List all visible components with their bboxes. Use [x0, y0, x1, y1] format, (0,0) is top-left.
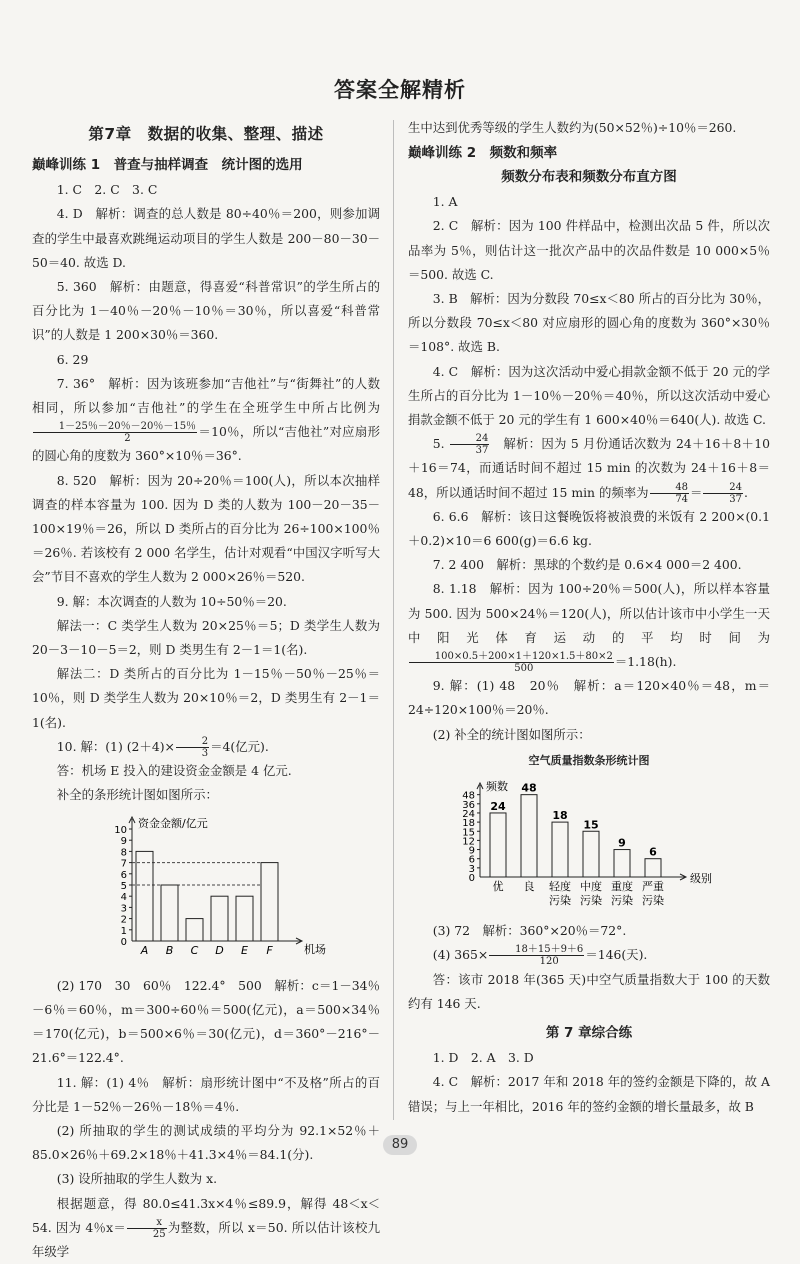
answer-9: 9. 解：(1) 48 20％ 解析：a＝120×40％＝48，m＝24÷120×100％＝20％. [408, 678, 770, 718]
bar [552, 822, 568, 877]
section-title: 第 7 章综合练 [545, 1025, 633, 1042]
answer-7-text-b: ＝10％，所以“吉他社”对应扇形的圆心角的度数为 360°×10％＝36°. [32, 424, 380, 464]
y-tick-label: 4 [120, 892, 127, 904]
bar-value-label: 15 [583, 818, 599, 832]
answer-8-text-b: ＝1.18(h). [614, 654, 677, 670]
section-title: 巅峰训练 1 普查与抽样调查 统计图的选用 [32, 157, 303, 174]
bar-D [211, 897, 228, 942]
x-tick-label: B [165, 944, 174, 958]
x-tick-label-line2: 污染 [549, 894, 571, 908]
fraction [176, 736, 209, 759]
answer-4: 4. D 解析：调查的总人数是 80÷40％＝200，则参加调查的学生中最喜欢跳绳运动项目的学生人数是 200－80－30－50＝40. 故选 D. [32, 206, 380, 270]
answer-6: 6. 29 [56, 351, 89, 367]
answer-9-text-a: (4) 365× [432, 947, 489, 963]
fraction-numerator: 1－25％－20％－20％－15％ [33, 421, 197, 433]
y-tick-label: 48 [462, 790, 475, 802]
y-tick-label: 18 [462, 818, 475, 830]
fraction-numerator: 2 [176, 736, 209, 748]
y-tick-label: 5 [120, 881, 127, 893]
bar-C [186, 919, 203, 941]
y-tick-label: 9 [468, 845, 475, 857]
bar [645, 859, 661, 877]
answer-9-part-2: (2) 补全的统计图如图所示： [432, 726, 591, 742]
page-title: 答案全解精析 [334, 78, 466, 102]
fraction-numerator: 100×0.5＋200×1＋120×1.5＋80×2 [409, 651, 614, 663]
answer-7: 7. 2 400 解析：黑球的个数约是 0.6×4 000＝2 400. [432, 557, 742, 573]
answer-6: 6. 6.6 解析：该日这餐晚饭将被浪费的米饭有 2 200×(0.1＋0.2)×10＝6 600(g)＝6.6 kg. [408, 508, 770, 549]
x-tick-label-line2: 污染 [611, 894, 633, 908]
y-tick-label: 15 [462, 827, 475, 839]
chart-air-quality-title: 空气质量指数条形统计图 [528, 753, 650, 767]
chart-air-quality [408, 777, 770, 915]
review-answers-1-3: 1. D 2. A 3. D [432, 1050, 534, 1066]
answer-7 [32, 372, 380, 469]
fraction-numerator: x [127, 1217, 167, 1229]
bar [583, 831, 599, 877]
fraction [450, 433, 490, 456]
x-tick-label: 优 [492, 880, 504, 894]
bar-B [161, 885, 178, 941]
x-tick-label: A [140, 944, 149, 958]
answer-5-text: 解析：因为 5 月份通话次数为 24＋16＋8＋10＋16＝74，而通话时间不超过 15 min 的次数为 24＋16＋8＝48，所以通话时间不超过 15 min 的频率为 [408, 436, 770, 500]
bar [490, 813, 506, 877]
x-tick-label: 中度 [580, 880, 602, 894]
x-tick-label-line2: 污染 [580, 894, 602, 908]
chart-investment [32, 811, 380, 969]
answer-11-text-b: 为整数，所以 x＝50. 所以估计该校九年级学 [32, 1219, 380, 1259]
y-tick-label: 6 [120, 870, 127, 882]
bar-A [136, 852, 153, 942]
answer-5: 5. 360 解析：由题意，得喜爱“科普常识”的学生所占的百分比为 1－40％－20％－10％＝30％，所以喜爱“科普常识”的人数是 1 200×30％＝360. [32, 279, 380, 343]
period: . [743, 484, 748, 500]
answer-9-part-4 [408, 943, 770, 967]
x-axis-label: 机场 [304, 943, 326, 957]
answer-11-part-3: (3) 设所抽取的学生人数为 x. [56, 1171, 218, 1187]
answer-9-method-1: 解法一：C 类学生人数为 20×25％＝5；D 类学生人数为 20－3－10－5＝2，则 D 类男生有 2－1＝1(名). [32, 617, 380, 658]
fraction-denominator: 25 [152, 1228, 166, 1240]
right-column [408, 116, 770, 1119]
fraction [33, 421, 197, 444]
section-subtitle: 频数分布表和频数分布直方图 [501, 169, 677, 186]
chart-air-quality-svg [408, 777, 770, 907]
y-tick-label: 6 [468, 854, 475, 866]
answer-10-figure-caption: 补全的条形统计图如图所示： [56, 787, 218, 803]
bar-value-label: 6 [649, 845, 657, 859]
y-axis-label: 资金金额/亿元 [138, 817, 208, 831]
answer-11-part-2: (2) 所抽取的学生的测试成绩的平均分为 92.1×52％＋85.0×26％＋69.2×18％＋41.3×4％＝84.1(分). [32, 1122, 380, 1163]
x-tick-label: C [190, 944, 199, 958]
continued-text: 生中达到优秀等级的学生人数约为(50×52％)÷10％＝260. [408, 120, 737, 135]
fraction-numerator: 24 [703, 482, 743, 494]
answer-5 [408, 432, 770, 505]
y-tick-label: 1 [120, 926, 127, 938]
y-tick-label: 12 [462, 836, 475, 848]
answer-10-conclusion: 答：机场 E 投入的建设资金金额是 4 亿元. [56, 763, 292, 779]
x-tick-label-line2: 污染 [642, 894, 664, 908]
answer-8: 8. 520 解析：因为 20÷20％＝100(人)，所以本次抽样调查的样本容量为 100. 因为 D 类的人数为 100－20－35－100×19％＝26，所以 D 类所占的百分比为 26÷100×100％＝26％. 若该校有 2 000 名学生，估计对观看“中国汉字听写大会”节目不喜欢的学生人数为 2 000×26％＝520. [32, 472, 380, 585]
y-tick-label: 8 [120, 847, 127, 859]
bar-value-label: 48 [521, 781, 537, 795]
bar-value-label: 9 [618, 836, 626, 850]
x-tick-label: 良 [523, 880, 535, 894]
x-tick-label: D [215, 944, 224, 958]
bar-value-label: 18 [552, 809, 568, 823]
fraction [409, 651, 614, 674]
left-column [32, 116, 380, 1264]
y-tick-label: 3 [468, 863, 475, 875]
equals-sign: ＝ [690, 484, 703, 500]
answer-11-part-4 [32, 1192, 380, 1264]
fraction [650, 482, 690, 505]
y-tick-label: 7 [120, 859, 127, 871]
fraction-numerator: 24 [450, 433, 490, 445]
x-tick-label: 严重 [642, 880, 664, 894]
fraction-denominator: 74 [675, 493, 689, 505]
y-tick-label: 3 [120, 903, 127, 915]
y-tick-label: 10 [114, 825, 127, 837]
section-title: 巅峰训练 2 频数和频率 [408, 145, 558, 162]
bar [521, 795, 537, 877]
answer-3: 3. B 解析：因为分数段 70≤x＜80 所占的百分比为 30％，所以分数段 70≤x＜80 对应扇形的圆心角的度数为 360°×30％＝108°. 故选 B. [408, 291, 770, 355]
page-number: 89 [383, 1135, 417, 1155]
answer-10-text-b: ＝4(亿元). [210, 738, 269, 754]
x-tick-label: 重度 [611, 880, 633, 894]
column-divider [393, 120, 394, 1120]
answer-1: 1. A [432, 194, 458, 210]
y-tick-label: 9 [120, 836, 127, 848]
y-tick-label: 36 [462, 799, 475, 811]
bar-F [261, 863, 278, 941]
answer-8-text-a: 8. 1.18 解析：因为 100÷20％＝500(人)，所以样本容量为 500. 因为 500×24％＝120(人)，所以估计该市中小学生一天中阳光体育运动的平均时间为 [408, 581, 770, 645]
answer-4: 4. C 解析：因为这次活动中爱心捐款金额不低于 20 元的学生所占的百分比为 1－10％－20％＝40％，所以这次活动中爱心捐款金额不低于 20 元的学生有 1 600×40％＝640(人). 故选 C. [408, 363, 770, 428]
x-tick-label: E [241, 944, 248, 958]
y-tick-label: 0 [468, 873, 475, 885]
answer-2: 2. C 解析：因为 100 件样品中，检测出次品 5 件，所以次品率为 5％，则估计这一批次产品中的次品件数是 10 000×5％＝500. 故选 C. [408, 218, 770, 282]
x-tick-label: 轻度 [549, 880, 571, 894]
fraction-denominator: 3 [201, 747, 209, 759]
fraction-denominator: 37 [729, 493, 742, 505]
fraction-numerator: 18＋15＋9＋6 [489, 944, 584, 956]
fraction-denominator: 120 [539, 956, 559, 968]
answer-9-method-2: 解法二：D 类所占的百分比为 1－15％－50％－25％＝10％，则 D 类学生人数为 20×10％＝2，D 类男生有 2－1＝1(名). [32, 666, 380, 730]
answer-10 [32, 735, 380, 759]
fraction-numerator: 48 [650, 482, 690, 494]
bar-E [236, 897, 253, 942]
bar-value-label: 24 [490, 800, 506, 814]
fraction [703, 482, 743, 505]
y-tick-label-0: 0 [120, 937, 127, 949]
fraction-denominator: 37 [475, 445, 489, 457]
answer-9-conclusion: 答：该市 2018 年(365 天)中空气质量指数大于 100 的天数约有 146 天. [408, 971, 770, 1011]
answer-8 [408, 577, 770, 674]
answer-5-lead: 5. [432, 436, 445, 452]
y-tick-label: 2 [120, 915, 127, 927]
fraction-denominator: 2 [124, 433, 131, 445]
answer-9-part-3: (3) 72 解析：360°×20％＝72°. [432, 923, 627, 939]
fraction [489, 944, 584, 967]
y-axis-label: 频数 [486, 780, 508, 794]
fraction-denominator: 500 [514, 663, 534, 675]
bar [614, 850, 630, 877]
answer-10-text-a: 10. 解：(1) (2＋4)× [56, 738, 175, 754]
answer-9-text-b: ＝146(天). [585, 947, 648, 963]
answer-9: 9. 解：本次调查的人数为 10÷50％＝20. [56, 593, 287, 609]
fraction [127, 1217, 167, 1240]
review-answer-4: 4. C 解析：2017 年和 2018 年的签约金额是下降的，故 A 错误；与上一年相比，2016 年的签约金额的增长量最多，故 B [408, 1074, 770, 1114]
y-tick-label: 24 [462, 809, 475, 821]
chart-investment-svg [32, 811, 380, 961]
x-tick-label: F [266, 944, 273, 958]
answer-1-3: 1. C 2. C 3. C [56, 182, 158, 198]
answer-11-text-a: 根据题意，得 80.0≤41.3x×4％≤89.9，解得 48＜x＜54. 因为 4％x＝ [32, 1195, 380, 1235]
chapter-title: 第7章 数据的收集、整理、描述 [88, 125, 324, 143]
answer-11: 11. 解：(1) 4％ 解析：扇形统计图中“不及格”所占的百分比是 1－52％－26％－18％＝4％. [32, 1074, 380, 1114]
answer-7-text-a: 7. 36° 解析：因为该班参加“吉他社”与“街舞社”的人数相同，所以参加“吉他社”的学生在全班学生中所占比例为 [32, 375, 380, 416]
answer-10-part-2: (2) 170 30 60％ 122.4° 500 解析：c＝1－34％－6％＝60％，m＝300÷60％＝500(亿元)，a＝500×34％＝170(亿元)，b＝500×6％＝30(亿元)，d＝360°－216°－21.6°＝122.4°. [32, 977, 380, 1066]
x-axis-label: 级别 [690, 872, 712, 886]
